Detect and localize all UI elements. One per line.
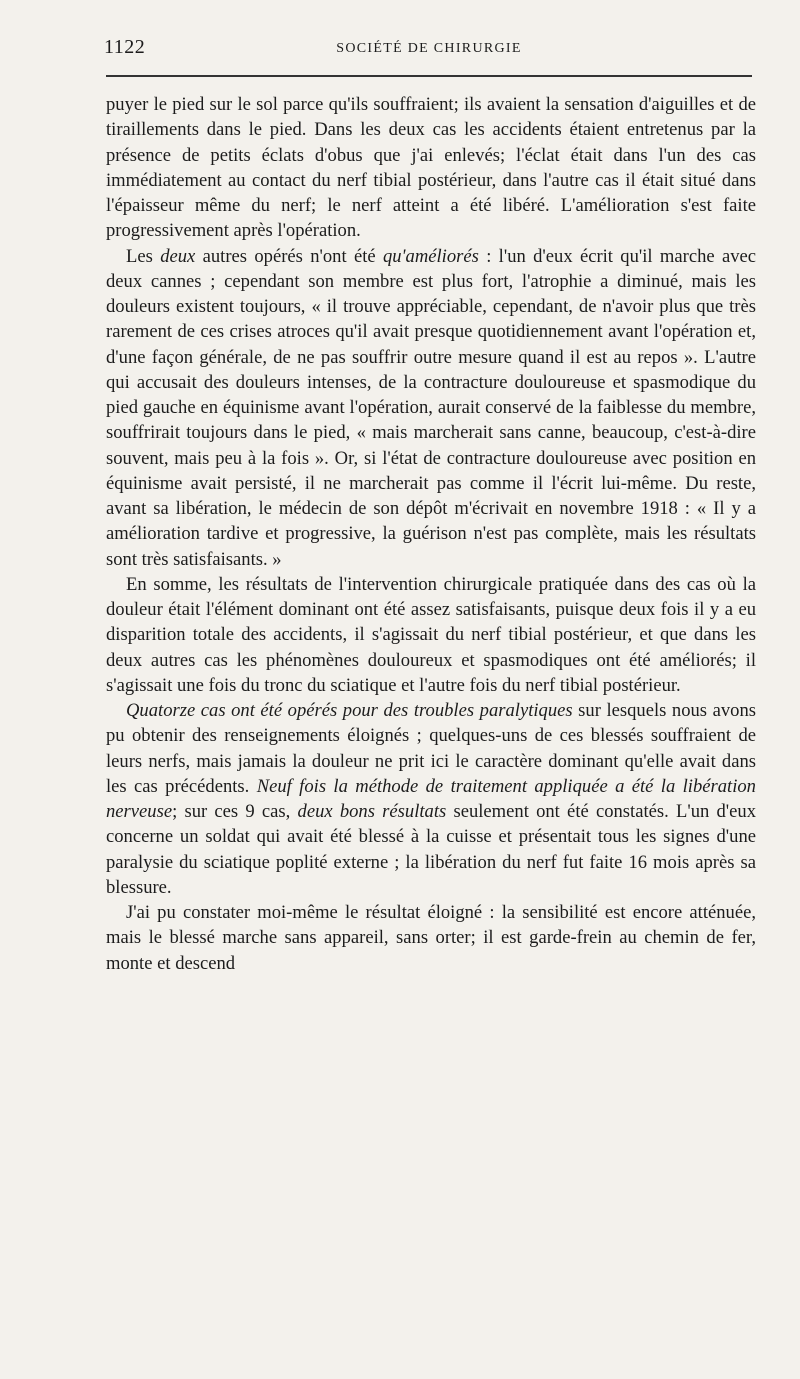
page-header [104, 36, 754, 66]
paragraph [106, 92, 756, 244]
text-run: autres opérés n'ont été [195, 245, 383, 267]
italic-text: deux bons résultats [297, 801, 447, 822]
paragraph [106, 244, 756, 572]
paragraph [106, 698, 756, 900]
text-run: : l'un d'eux écrit qu'il marche avec deux cannes ; cependant son membre est plus fort, l'atrophie a diminué, mais les douleurs existent toujours, « il trouve appréciable, cependant, de n'avoir plus que très rarement de ces crises atroces qu'il avait presque quotidiennement avant l'opération et, d'une façon générale, de ne pas souffrir outre mesure quand il est au repos ». L'autre qui accusait des douleurs intenses, de la contracture douloureuse et spasmodique du pied gauche en équinisme avant l'opération, aurait conservé de la faiblesse du membre, souffrirait toujours dans le pied, « mais marcherait sans canne, beaucoup, c'est-à-dire souvent, mais peu à la fois ». Or, si l'état de contracture douloureuse avec position en équinisme avait persisté, il ne marcherait pas comme il l'écrit lui-même. Du reste, avant sa libération, le médecin de son dépôt m'écrivait en novembre 1918 : « Il y a amélioration tardive et progressive, la guérison n'est pas complète, mais les résultats sont très satisfaisants. » [106, 245, 757, 570]
body-text [106, 92, 756, 976]
italic-text: Quatorze cas ont été opérés pour des troubles paralytiques [126, 700, 573, 721]
italic-text: qu'améliorés [382, 245, 479, 267]
text-run: seulement ont été constatés. L'un d'eux concerne un soldat qui avait été blessé à la cuisse et présentait tous les signes d'une paralysie du sciatique poplité externe ; la libération du nerf fut faite 16 mois après sa blessure. [106, 801, 757, 898]
text-run: Les [126, 245, 161, 267]
italic-text: deux [160, 245, 196, 267]
running-head: SOCIÉTÉ DE CHIRURGIE [336, 41, 522, 56]
text-run: ; sur ces 9 cas, [172, 801, 298, 822]
text-run: J'ai pu constater moi-même le résultat éloigné : la sensibilité est encore atténuée, mais le blessé marche sans appareil, sans orter; il est garde-frein au chemin de fer, monte et descend [106, 902, 756, 974]
paragraph [106, 572, 756, 698]
italic-text: Neuf fois la méthode de traitement appliquée a été la libération nerveuse [106, 775, 756, 822]
paragraph [106, 900, 756, 976]
text-run: sur lesquels nous avons pu obtenir des renseignements éloignés ; quelques-uns de ces blessés souffraient de leurs nerfs, mais jamais la douleur ne prit ici le caractère dominant qu'elle avait dans les cas précédents. [106, 700, 756, 797]
header-rule [106, 75, 752, 77]
page-number: 1122 [104, 36, 146, 58]
text-run: En somme, les résultats de l'intervention chirurgicale pratiquée dans des cas où la douleur était l'élément dominant ont été assez satisfaisants, puisque deux fois il y a eu disparition totale des accidents, il s'agissait du nerf tibial postérieur, et que dans les deux autres cas les phénomènes douloureux et spasmodiques ont été améliorés; il s'agissait une fois du tronc du sciatique et l'autre fois du nerf tibial postérieur. [106, 573, 756, 696]
text-run: puyer le pied sur le sol parce qu'ils souffraient; ils avaient la sensation d'aiguilles et de tiraillements dans le pied. Dans les deux cas les accidents étaient entretenus par la présence de petits éclats d'obus que j'ai enlevés; l'éclat était dans l'un des cas immédiatement au contact du nerf tibial postérieur, dans l'autre cas il était situé dans l'épaisseur même du nerf; le nerf atteint a été libéré. L'amélioration s'est faite progressivement après l'opération. [106, 94, 756, 242]
